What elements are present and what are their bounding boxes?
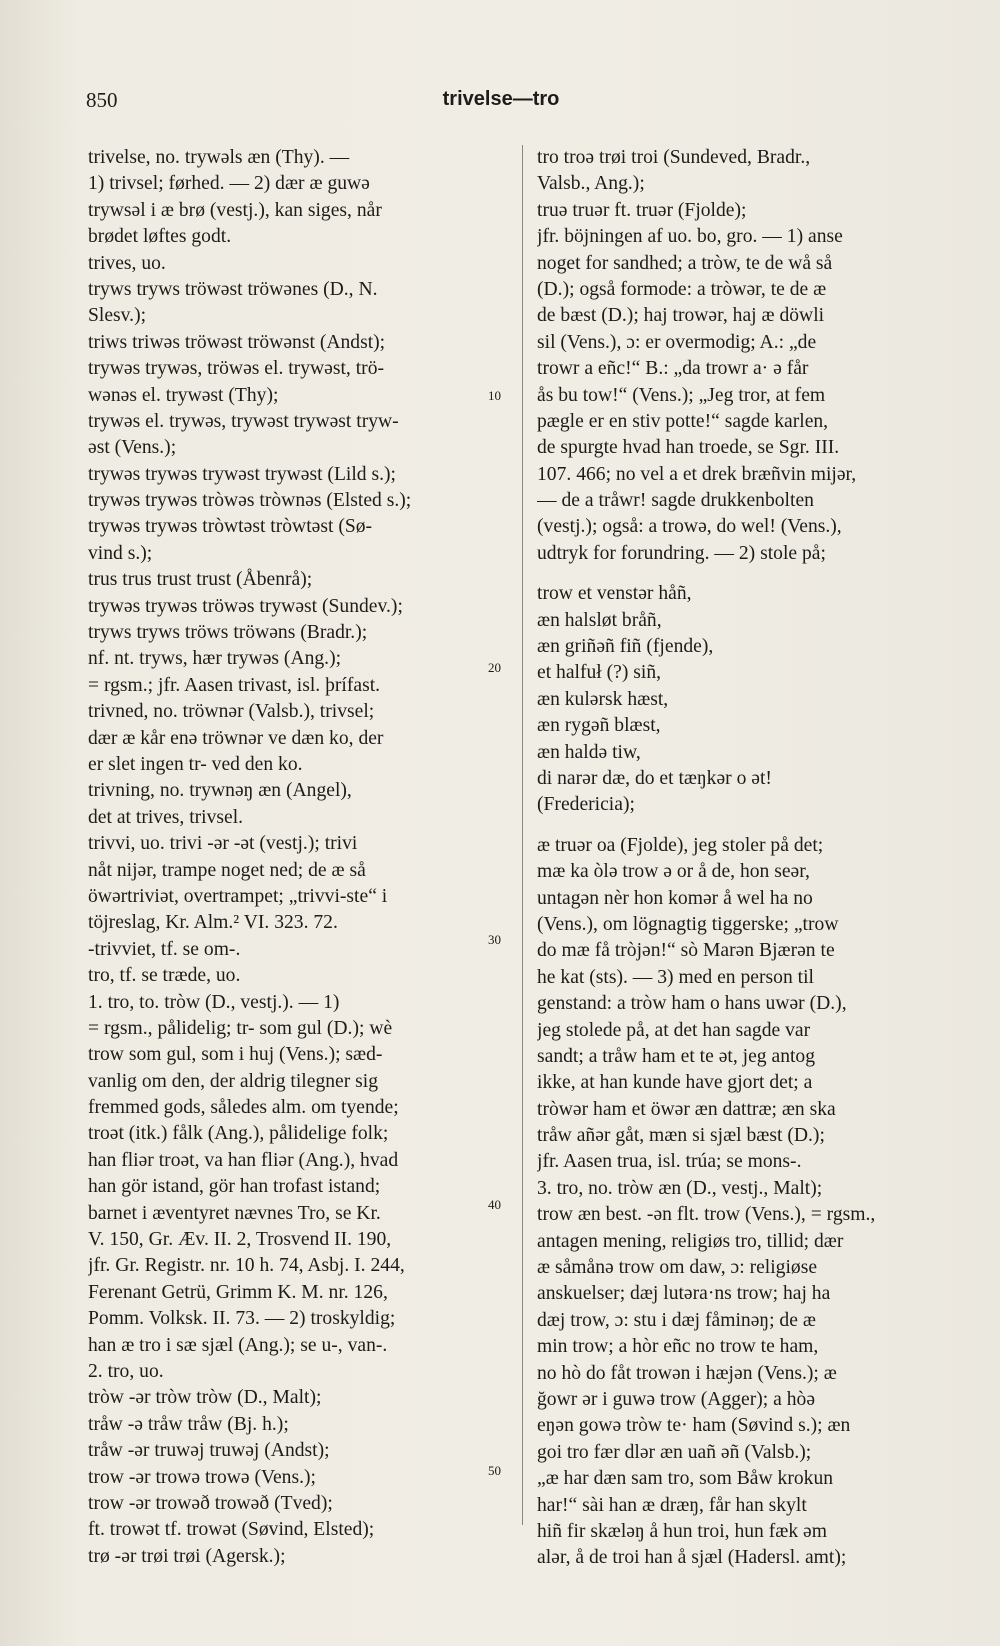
text-line: 107. 466; no vel a et drek bræñvin mijər,: [537, 463, 857, 485]
text-line: trywsəl i æ brø (vestj.), kan siges, når: [88, 199, 382, 221]
page-number: 850: [86, 88, 118, 112]
text-line: min trow; a hòr eñc no trow te ham,: [537, 1336, 819, 1358]
text-line: vanlig om den, der aldrig tilegner sig: [88, 1070, 379, 1092]
line-number: 30: [488, 932, 501, 947]
text-line: ikke, at han kunde have gjort det; a: [537, 1072, 813, 1094]
left-column: [88, 145, 488, 1570]
text-line: -trivviet, tf. se om-.: [88, 938, 241, 960]
text-line: æn haldə tiw,: [537, 741, 641, 763]
text-line: trow som gul, som i huj (Vens.); sæd-: [88, 1044, 383, 1066]
page-header: [86, 88, 916, 122]
text-line: trywəs trywəs tròwtəst tròwtəst (Sø-: [88, 516, 373, 538]
line-number: 40: [488, 1197, 501, 1212]
text-line: (D.); også formode: a tròwər, te de æ: [537, 278, 827, 300]
text-line: anskuelser; dæj lutəra·ns trow; haj ha: [537, 1283, 831, 1305]
text-line: troət (itk.) fålk (Ang.), pålidelige folk;: [88, 1123, 389, 1145]
text-line: tråw -ə tråw tråw (Bj. h.);: [88, 1413, 289, 1435]
text-line: genstand: a tròw ham o hans uwər (D.),: [537, 993, 847, 1015]
text-line: noget for sandhed; a tròw, te de wå så: [537, 252, 833, 274]
text-line: trivning, no. trywnəŋ æn (Angel),: [88, 780, 352, 802]
text-line: tro, tf. se træde, uo.: [88, 965, 241, 987]
text-line: 1) trivsel; førhed. — 2) dær æ guwə: [88, 173, 370, 195]
text-line: det at trives, trivsel.: [88, 806, 244, 828]
text-line: = rgsm.; jfr. Aasen trivast, isl. þrífast.: [88, 674, 381, 696]
right-column: [537, 145, 949, 1572]
text-line: trivvi, uo. trivi -ər -ət (vestj.); trivi: [88, 833, 358, 855]
text-line: [537, 567, 949, 581]
text-line: æ truər oa (Fjolde), jeg stoler på det;: [537, 834, 824, 856]
text-line: = rgsm., pålidelig; tr- som gul (D.); wè: [88, 1017, 393, 1039]
text-line: goi tro fær dlər æn uañ əñ (Valsb.);: [537, 1441, 812, 1463]
text-line: nf. nt. tryws, hær trywəs (Ang.);: [88, 648, 342, 670]
text-line: (vestj.); også: a trowə, do wel! (Vens.),: [537, 516, 842, 538]
text-line: et halfuł (?) siñ,: [537, 662, 662, 684]
text-line: „æ har dæn sam tro, som Båw krokun: [537, 1468, 834, 1490]
text-line: eŋən gowə tròw te· ham (Søvind s.); æn: [537, 1415, 851, 1437]
text-line: fremmed gods, således alm. om tyende;: [88, 1097, 399, 1119]
text-line: de spurgte hvad han troede, se Sgr. III.: [537, 437, 840, 459]
text-line: de bæst (D.); haj trowər, haj æ döwli: [537, 305, 825, 327]
text-line: trow -ər trowəð trowəð (Tved);: [88, 1492, 333, 1514]
text-line: tròwər ham et öwər æn dattræ; æn ska: [537, 1098, 836, 1120]
text-line: trivned, no. tröwnər (Valsb.), trivsel;: [88, 701, 375, 723]
line-number: 50: [488, 1463, 501, 1478]
text-line: töjreslag, Kr. Alm.² VI. 323. 72.: [88, 912, 338, 934]
text-line: no hò do fåt trowən i hæjən (Vens.); æ: [537, 1362, 837, 1384]
text-line: jfr. böjningen af uo. bo, gro. — 1) anse: [537, 226, 843, 248]
text-line: æn kulərsk hæst,: [537, 688, 669, 710]
running-title: trivelse—tro: [442, 88, 560, 110]
text-line: æ såmånə trow om daw, ɔ: religiøse: [537, 1257, 818, 1279]
text-line: — de a tråwr! sagde drukkenbolten: [537, 490, 814, 512]
text-line: he kat (sts). — 3) med en person til: [537, 966, 814, 988]
text-line: hiñ fir skæləŋ å hun troi, hun fæk əm: [537, 1520, 827, 1542]
text-line: V. 150, Gr. Æv. II. 2, Trosvend II. 190,: [88, 1229, 392, 1251]
text-line: triws triwəs tröwəst tröwənst (Andst);: [88, 331, 386, 353]
text-line: vind s.);: [88, 542, 153, 564]
text-line: öwərtriviət, overtrampet; „trivvi-ste“ i: [88, 885, 388, 907]
text-line: trus trus trust trust (Åbenrå);: [88, 569, 313, 591]
text-line: jfr. Aasen trua, isl. trúa; se mons-.: [537, 1151, 802, 1173]
text-line: sandt; a tråw ham et te ət, jeg antog: [537, 1045, 816, 1067]
text-line: Valsb., Ang.);: [537, 173, 645, 195]
text-line: trowr a eñc!“ B.: „da trowr a· ə får: [537, 358, 809, 380]
text-line: sil (Vens.), ɔ: er overmodig; A.: „de: [537, 331, 817, 353]
text-line: 1. tro, to. tròw (D., vestj.). — 1): [88, 991, 340, 1013]
text-line: Slesv.);: [88, 305, 147, 327]
text-line: trow -ər trowə trowə (Vens.);: [88, 1466, 316, 1488]
text-line: tro troə trøi troi (Sundeved, Bradr.,: [537, 147, 811, 168]
line-number: 20: [488, 660, 501, 675]
column-divider: [522, 145, 523, 1525]
text-line: æn griñəñ fiñ (fjende),: [537, 636, 714, 658]
text-line: dæj trow, ɔ: stu i dæj fåminəŋ; de æ: [537, 1309, 816, 1331]
text-line: trywəs trywəs trywəst trywəst (Lild s.);: [88, 463, 396, 485]
text-line: alər, å de troi han å sjæl (Hadersl. amt);: [537, 1547, 847, 1569]
text-line: mæ ka òlə trow ə or å de, hon seər,: [537, 861, 810, 883]
text-line: wənəs el. trywəst (Thy);: [88, 384, 279, 406]
text-line: jeg stolede på, at det han sagde var: [537, 1019, 811, 1041]
text-line: jfr. Gr. Registr. nr. 10 h. 74, Asbj. I. 244,: [88, 1255, 405, 1277]
line-number: 10: [488, 388, 501, 403]
text-line: brødet løftes godt.: [88, 226, 232, 248]
text-line: truə truər ft. truər (Fjolde);: [537, 199, 747, 221]
text-line: tryws tryws tröws tröwəns (Bradr.);: [88, 622, 368, 644]
text-line: har!“ sài han æ dræŋ, får han skylt: [537, 1494, 807, 1516]
text-line: ft. trowət tf. trowət (Søvind, Elsted);: [88, 1519, 375, 1541]
text-line: əst (Vens.);: [88, 437, 177, 459]
text-line: udtryk for forundring. — 2) stole på;: [537, 542, 826, 564]
text-line: trywəs el. trywəs, trywəst trywəst tryw-: [88, 410, 399, 432]
text-line: trywəs trywəs tröwəs trywəst (Sundev.);: [88, 595, 403, 617]
text-line: trywəs trywəs tròwəs tròwnəs (Elsted s.);: [88, 490, 412, 512]
text-line: di narər dæ, do et tæŋkər o ət!: [537, 767, 772, 789]
text-line: pægle er en stiv potte!“ sagde karlen,: [537, 410, 829, 432]
text-line: (Fredericia);: [537, 794, 635, 816]
text-line: Pomm. Volksk. II. 73. — 2) troskyldig;: [88, 1308, 396, 1330]
text-line: trivelse, no. trywəls æn (Thy). —: [88, 147, 350, 168]
text-line: tryws tryws tröwəst tröwənes (D., N.: [88, 278, 378, 300]
text-line: trives, uo.: [88, 252, 166, 274]
text-line: trow æn best. -ən flt. trow (Vens.), = rgsm.,: [537, 1204, 876, 1226]
text-line: ğowr ər i guwə trow (Agger); a hòə: [537, 1388, 816, 1410]
text-line: do mæ få tròjən!“ sò Marən Bjærən te: [537, 940, 835, 962]
text-line: han fliər troət, va han fliər (Ang.), hvad: [88, 1149, 399, 1171]
text-line: trow et venstər håñ,: [537, 583, 692, 605]
text-line: trø -ər trøi trøi (Agersk.);: [88, 1545, 286, 1567]
text-line: han gör istand, gör han trofast istand;: [88, 1176, 381, 1198]
text-line: barnet i æventyret nævnes Tro, se Kr.: [88, 1202, 381, 1224]
text-line: (Vens.), om lögnagtig tiggerske; „trow: [537, 913, 839, 935]
text-line: han æ tro i sæ sjæl (Ang.); se u-, van-.: [88, 1334, 388, 1356]
text-line: 2. tro, uo.: [88, 1360, 164, 1382]
text-line: untagən nèr hon komər å wel ha no: [537, 887, 813, 909]
text-line: dær æ kår enə tröwnər ve dæn ko, der: [88, 727, 384, 749]
text-line: antagen mening, religiøs tro, tillid; dær: [537, 1230, 844, 1252]
text-line: tròw -ər tròw tròw (D., Malt);: [88, 1387, 322, 1409]
text-line: er slet ingen tr- ved den ko.: [88, 753, 303, 775]
text-line: 3. tro, no. tròw æn (D., vestj., Malt);: [537, 1177, 823, 1199]
text-line: trywəs trywəs, tröwəs el. trywəst, trö-: [88, 358, 385, 380]
text-line: tråw añər gåt, mæn si sjæl bæst (D.);: [537, 1125, 825, 1147]
text-line: [537, 819, 949, 833]
text-line: tråw -ər truwəj truwəj (Andst);: [88, 1440, 330, 1462]
text-line: ås bu tow!“ (Vens.); „Jeg tror, at fem: [537, 384, 826, 406]
text-line: Ferenant Getrü, Grimm K. M. nr. 126,: [88, 1281, 388, 1303]
text-line: æn halsløt bråñ,: [537, 609, 662, 631]
text-line: æn rygəñ blæst,: [537, 715, 661, 737]
text-line: nåt nijər, trampe noget ned; de æ så: [88, 859, 366, 881]
